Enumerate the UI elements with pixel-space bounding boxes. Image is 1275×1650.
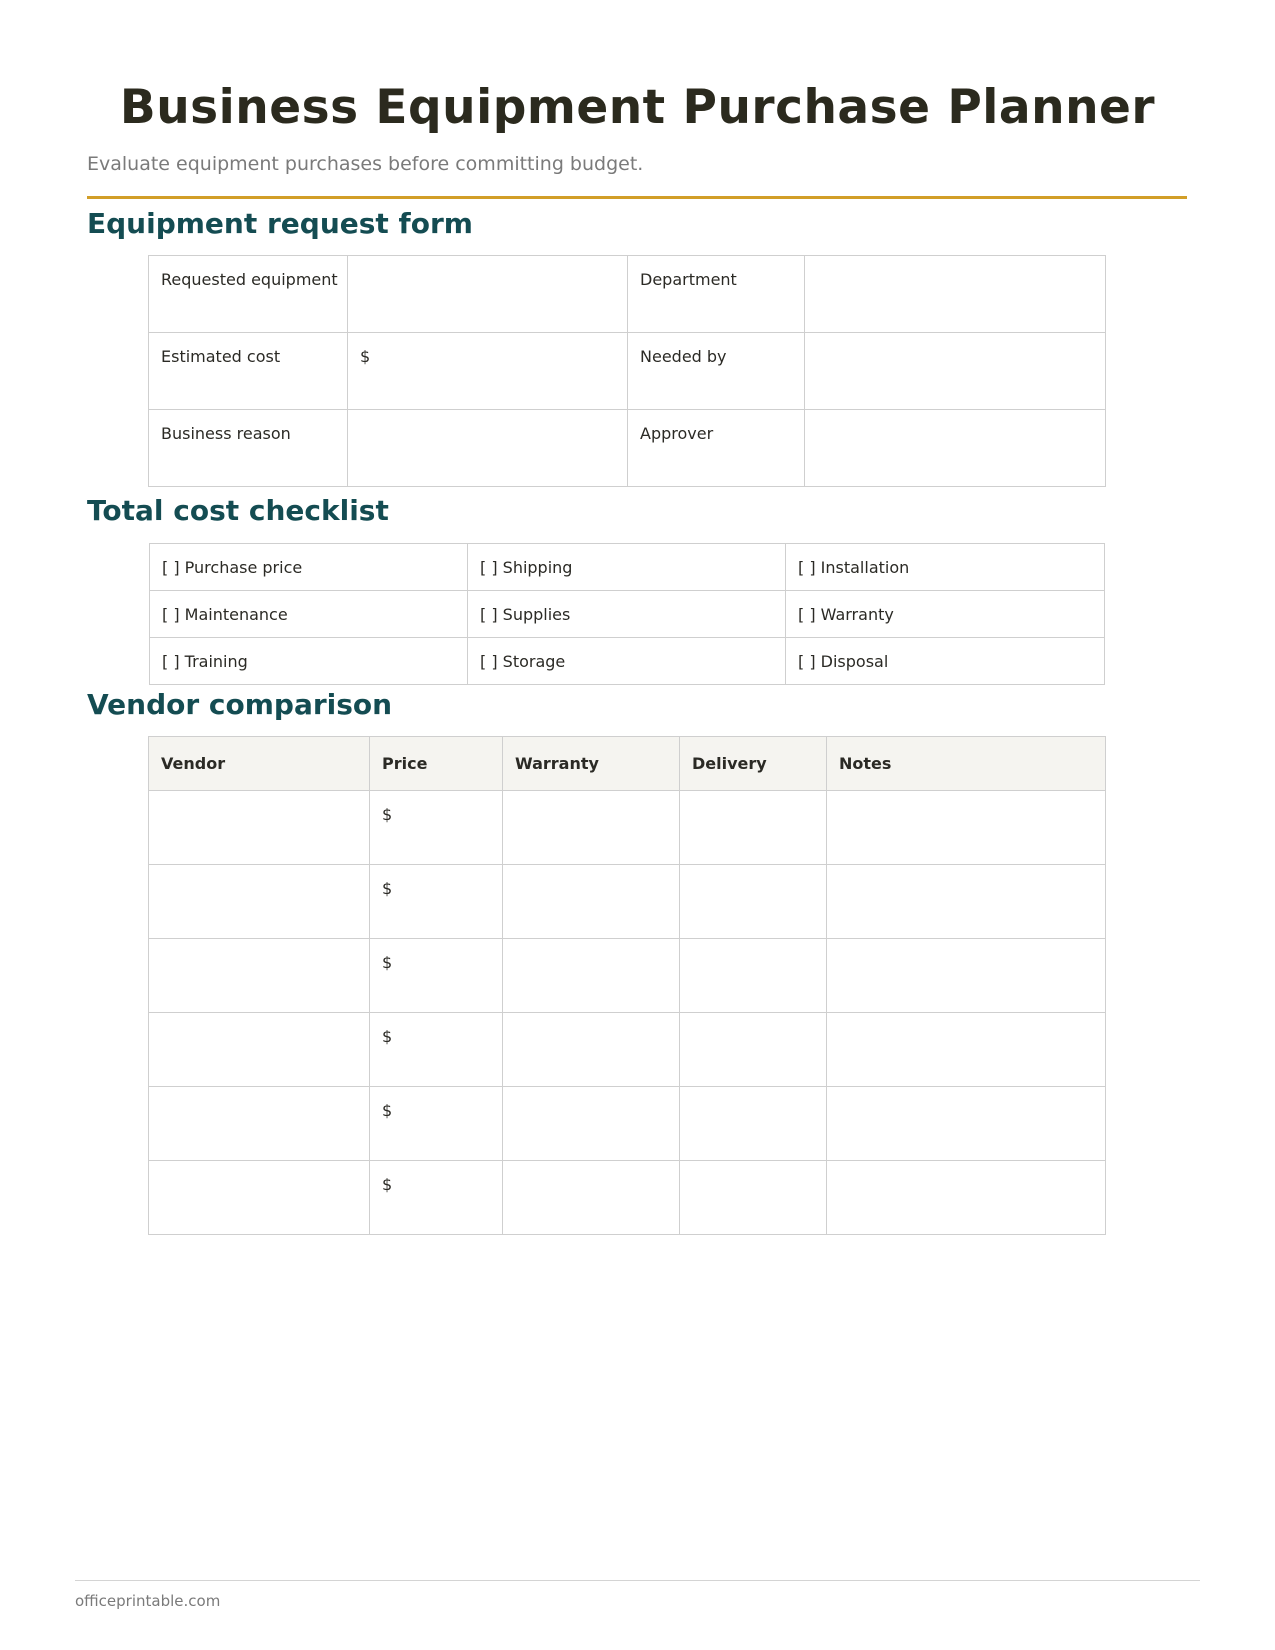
checklist-item-warranty[interactable]: [ ] Warranty	[786, 591, 1105, 638]
cost-checklist-heading: Total cost checklist	[87, 494, 389, 527]
request-form-row	[149, 410, 1106, 487]
notes-cell[interactable]	[827, 1087, 1106, 1161]
checklist-item-storage[interactable]: [ ] Storage	[468, 638, 786, 685]
footer-text: officeprintable.com	[75, 1592, 221, 1610]
vendor-cell[interactable]	[149, 1013, 370, 1087]
page-title: Business Equipment Purchase Planner	[119, 80, 1156, 135]
column-header-notes: Notes	[827, 737, 1106, 791]
delivery-cell[interactable]	[680, 1161, 827, 1235]
delivery-cell[interactable]	[680, 791, 827, 865]
vendor-comparison-heading: Vendor comparison	[87, 688, 393, 721]
table-row	[149, 1013, 1106, 1087]
request-form-table	[148, 255, 1106, 487]
notes-cell[interactable]	[827, 1161, 1106, 1235]
checklist-row	[150, 638, 1105, 685]
vendor-cell[interactable]	[149, 939, 370, 1013]
vendor-cell[interactable]	[149, 791, 370, 865]
table-row	[149, 865, 1106, 939]
vendor-cell[interactable]	[149, 1161, 370, 1235]
estimated-cost-label: Estimated cost	[149, 333, 348, 410]
checklist-item-purchase-price[interactable]: [ ] Purchase price	[150, 544, 468, 591]
checklist-item-maintenance[interactable]: [ ] Maintenance	[150, 591, 468, 638]
request-form-heading: Equipment request form	[87, 207, 473, 240]
request-form-row	[149, 256, 1106, 333]
price-cell[interactable]: $	[370, 865, 503, 939]
request-form-row	[149, 333, 1106, 410]
page-subtitle: Evaluate equipment purchases before committing budget.	[87, 153, 644, 175]
department-label: Department	[628, 256, 805, 333]
warranty-cell[interactable]	[503, 1087, 680, 1161]
notes-cell[interactable]	[827, 791, 1106, 865]
notes-cell[interactable]	[827, 865, 1106, 939]
needed-by-label: Needed by	[628, 333, 805, 410]
column-header-vendor: Vendor	[149, 737, 370, 791]
checklist-item-installation[interactable]: [ ] Installation	[786, 544, 1105, 591]
price-cell[interactable]: $	[370, 1161, 503, 1235]
table-row	[149, 1161, 1106, 1235]
delivery-cell[interactable]	[680, 1087, 827, 1161]
cost-checklist-table	[149, 543, 1105, 685]
checklist-item-shipping[interactable]: [ ] Shipping	[468, 544, 786, 591]
footer-divider	[75, 1580, 1200, 1581]
approver-field[interactable]	[805, 410, 1106, 487]
column-header-warranty: Warranty	[503, 737, 680, 791]
vendor-cell[interactable]	[149, 1087, 370, 1161]
delivery-cell[interactable]	[680, 1013, 827, 1087]
checklist-item-disposal[interactable]: [ ] Disposal	[786, 638, 1105, 685]
estimated-cost-field[interactable]: $	[348, 333, 628, 410]
warranty-cell[interactable]	[503, 865, 680, 939]
checklist-item-supplies[interactable]: [ ] Supplies	[468, 591, 786, 638]
checklist-item-training[interactable]: [ ] Training	[150, 638, 468, 685]
department-field[interactable]	[805, 256, 1106, 333]
notes-cell[interactable]	[827, 939, 1106, 1013]
requested-equipment-label: Requested equipment	[149, 256, 348, 333]
checklist-row	[150, 544, 1105, 591]
business-reason-field[interactable]	[348, 410, 628, 487]
needed-by-field[interactable]	[805, 333, 1106, 410]
table-row	[149, 939, 1106, 1013]
delivery-cell[interactable]	[680, 865, 827, 939]
business-reason-label: Business reason	[149, 410, 348, 487]
column-header-price: Price	[370, 737, 503, 791]
delivery-cell[interactable]	[680, 939, 827, 1013]
accent-divider	[87, 196, 1187, 199]
warranty-cell[interactable]	[503, 939, 680, 1013]
column-header-delivery: Delivery	[680, 737, 827, 791]
price-cell[interactable]: $	[370, 1013, 503, 1087]
notes-cell[interactable]	[827, 1013, 1106, 1087]
vendor-cell[interactable]	[149, 865, 370, 939]
table-row	[149, 791, 1106, 865]
vendor-comparison-table	[148, 736, 1106, 1235]
table-row	[149, 1087, 1106, 1161]
warranty-cell[interactable]	[503, 1013, 680, 1087]
price-cell[interactable]: $	[370, 791, 503, 865]
vendor-table-header-row	[149, 737, 1106, 791]
approver-label: Approver	[628, 410, 805, 487]
price-cell[interactable]: $	[370, 1087, 503, 1161]
requested-equipment-field[interactable]	[348, 256, 628, 333]
checklist-row	[150, 591, 1105, 638]
warranty-cell[interactable]	[503, 791, 680, 865]
price-cell[interactable]: $	[370, 939, 503, 1013]
warranty-cell[interactable]	[503, 1161, 680, 1235]
